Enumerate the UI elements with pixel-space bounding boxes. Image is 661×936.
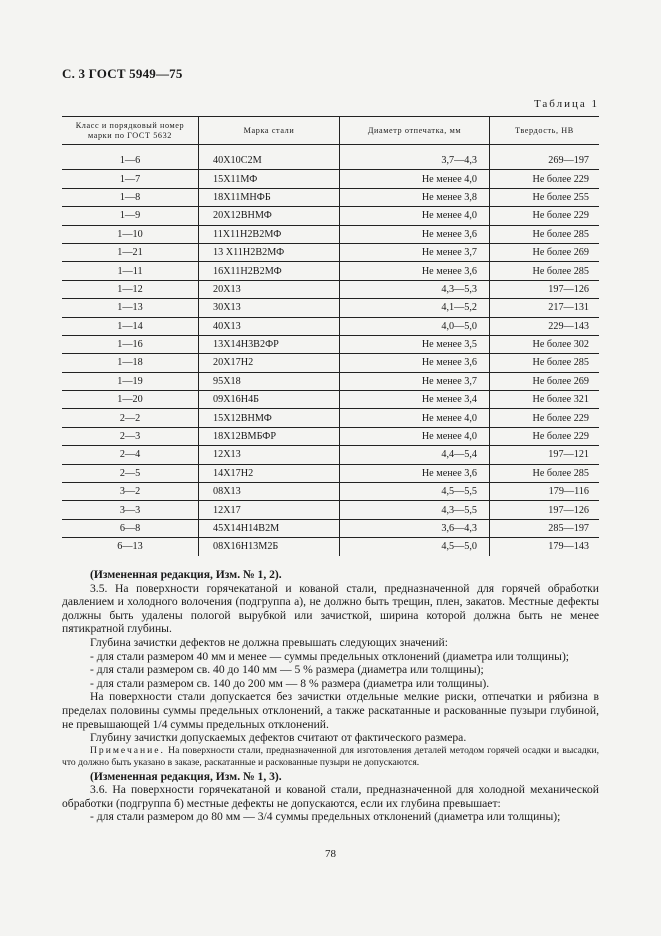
cell-diameter: 4,5—5,5 bbox=[340, 483, 490, 501]
cell-diameter: Не менее 3,7 bbox=[340, 243, 490, 261]
cell-hardness: Не более 285 bbox=[490, 354, 600, 372]
cell-class: 1—6 bbox=[62, 152, 199, 170]
cell-diameter: Не менее 3,6 bbox=[340, 225, 490, 243]
table-row bbox=[62, 207, 599, 225]
cell-grade: 12Х17 bbox=[199, 501, 340, 519]
cell-class: 3—3 bbox=[62, 501, 199, 519]
cell-diameter: 4,3—5,5 bbox=[340, 501, 490, 519]
table-row bbox=[62, 335, 599, 353]
cell-diameter: 3,7—4,3 bbox=[340, 152, 490, 170]
cell-class: 1—10 bbox=[62, 225, 199, 243]
table-row bbox=[62, 538, 599, 556]
cell-diameter: 4,5—5,0 bbox=[340, 538, 490, 556]
table-row bbox=[62, 483, 599, 501]
cell-diameter: Не менее 4,0 bbox=[340, 170, 490, 188]
cell-grade: 13 Х11Н2В2МФ bbox=[199, 243, 340, 261]
page-number: 78 bbox=[325, 848, 336, 860]
table-row bbox=[62, 464, 599, 482]
cell-hardness: 179—143 bbox=[490, 538, 600, 556]
cell-diameter: 4,3—5,3 bbox=[340, 280, 490, 298]
cell-class: 3—2 bbox=[62, 483, 199, 501]
cell-grade: 20Х12ВНМФ bbox=[199, 207, 340, 225]
cell-class: 1—18 bbox=[62, 354, 199, 372]
cell-grade: 20Х17Н2 bbox=[199, 354, 340, 372]
cell-hardness: Не более 229 bbox=[490, 207, 600, 225]
cell-hardness: Не более 321 bbox=[490, 391, 600, 409]
cell-class: 1—16 bbox=[62, 335, 199, 353]
column-header-hardness: Твердость, НВ bbox=[490, 117, 600, 145]
cell-grade: 95Х18 bbox=[199, 372, 340, 390]
table-row bbox=[62, 170, 599, 188]
cell-diameter: Не менее 3,6 bbox=[340, 262, 490, 280]
cell-grade: 12Х13 bbox=[199, 446, 340, 464]
cell-grade: 20Х13 bbox=[199, 280, 340, 298]
paragraph-3-5: 3.5. На поверхности горячекатаной и кованой стали, предназначенной для горячей обработки давлением и холодного волочения (подгруппа а), не должно быть трещин, плен, закатов. Местные дефекты должны быть удалены пологой вырубкой или зачисткой, ширина которой должна быть не менее пятикратной глубины. bbox=[62, 581, 599, 636]
note-paragraph bbox=[62, 745, 599, 770]
cell-class: 1—8 bbox=[62, 188, 199, 206]
cell-grade: 09Х16Н4Б bbox=[199, 391, 340, 409]
cell-diameter: 4,4—5,4 bbox=[340, 446, 490, 464]
cell-grade: 40Х13 bbox=[199, 317, 340, 335]
cell-grade: 30Х13 bbox=[199, 299, 340, 317]
cell-class: 2—2 bbox=[62, 409, 199, 427]
cell-grade: 18Х12ВМБФР bbox=[199, 427, 340, 445]
cell-class: 2—4 bbox=[62, 446, 199, 464]
table-row bbox=[62, 243, 599, 261]
table-row bbox=[62, 354, 599, 372]
cell-diameter: Не менее 3,8 bbox=[340, 188, 490, 206]
cell-hardness: Не более 302 bbox=[490, 335, 600, 353]
cell-class: 1—9 bbox=[62, 207, 199, 225]
table-row bbox=[62, 188, 599, 206]
cell-grade: 08Х13 bbox=[199, 483, 340, 501]
cell-grade: 14Х17Н2 bbox=[199, 464, 340, 482]
table-header-row bbox=[62, 117, 599, 145]
cell-hardness: Не более 269 bbox=[490, 243, 600, 261]
paragraph-allowed-defects: На поверхности стали допускается без зачистки отдельные мелкие риски, отпечатки и рябизна в пределах половины суммы предельных отклонений, а также раскатанные и раскованные пузыри глубиной, не превышающей 1/4 суммы предельных отклонений. bbox=[62, 690, 599, 731]
cell-class: 2—5 bbox=[62, 464, 199, 482]
steel-hardness-table bbox=[62, 116, 599, 556]
table-row bbox=[62, 501, 599, 519]
cell-class: 1—11 bbox=[62, 262, 199, 280]
cell-hardness: 285—197 bbox=[490, 519, 600, 537]
paragraph-3-6: 3.6. На поверхности горячекатаной и кованой стали, предназначенной для холодной механической обработки (подгруппа б) местные дефекты не допускаются, если их глубина превышает: bbox=[62, 783, 599, 810]
cell-grade: 40Х10С2М bbox=[199, 152, 340, 170]
cell-diameter: Не менее 3,6 bbox=[340, 354, 490, 372]
cell-class: 1—20 bbox=[62, 391, 199, 409]
column-header-grade: Марка стали bbox=[199, 117, 340, 145]
table-row bbox=[62, 427, 599, 445]
table-row bbox=[62, 519, 599, 537]
table-row bbox=[62, 280, 599, 298]
cell-grade: 13Х14Н3В2ФР bbox=[199, 335, 340, 353]
table-row bbox=[62, 225, 599, 243]
cell-diameter: 4,1—5,2 bbox=[340, 299, 490, 317]
list-item-80mm: - для стали размером до 80 мм — 3/4 суммы предельных отклонений (диаметра или толщины); bbox=[90, 810, 561, 824]
table-row bbox=[62, 317, 599, 335]
cell-hardness: Не более 285 bbox=[490, 225, 600, 243]
cell-diameter: Не менее 3,4 bbox=[340, 391, 490, 409]
cell-diameter: Не менее 4,0 bbox=[340, 409, 490, 427]
body-text bbox=[62, 568, 599, 824]
cell-diameter: Не менее 3,7 bbox=[340, 372, 490, 390]
cell-class: 1—12 bbox=[62, 280, 199, 298]
cell-hardness: 229—143 bbox=[490, 317, 600, 335]
cell-hardness: Не более 229 bbox=[490, 170, 600, 188]
cell-diameter: Не менее 3,5 bbox=[340, 335, 490, 353]
cell-hardness: 269—197 bbox=[490, 152, 600, 170]
cell-hardness: 197—126 bbox=[490, 280, 600, 298]
cell-grade: 15Х11МФ bbox=[199, 170, 340, 188]
note-text: На поверхности стали, предназначенной для изготовления деталей методом горячей осадки и высадки, что должно быть указано в заказе, раскатанные и раскованные пузыри не допускаются. bbox=[62, 744, 599, 769]
cell-diameter: 4,0—5,0 bbox=[340, 317, 490, 335]
note-label: Примечание. bbox=[90, 744, 165, 756]
amendment-note-2: (Измененная редакция, Изм. № 1, 3). bbox=[90, 769, 282, 783]
table-spacer-row bbox=[62, 145, 599, 153]
cell-hardness: Не более 269 bbox=[490, 372, 600, 390]
cell-class: 6—13 bbox=[117, 541, 143, 553]
cell-diameter: 3,6—4,3 bbox=[340, 519, 490, 537]
cell-hardness: 197—126 bbox=[490, 501, 600, 519]
list-item-40-140mm: - для стали размером св. 40 до 140 мм — 5 % размера (диаметра или толщины); bbox=[90, 663, 484, 677]
table-row bbox=[62, 299, 599, 317]
cell-diameter: Не менее 4,0 bbox=[340, 427, 490, 445]
cell-hardness: Не более 255 bbox=[490, 188, 600, 206]
cell-class: 2—3 bbox=[62, 427, 199, 445]
column-header-class: Класс и порядковый номер марки по ГОСТ 5632 bbox=[62, 117, 199, 145]
cell-hardness: Не более 229 bbox=[490, 409, 600, 427]
table-row bbox=[62, 409, 599, 427]
cell-hardness: Не более 229 bbox=[490, 427, 600, 445]
cell-grade: 18Х11МНФБ bbox=[199, 188, 340, 206]
cell-grade: 15Х12ВНМФ bbox=[199, 409, 340, 427]
cell-class: 1—14 bbox=[62, 317, 199, 335]
table-row bbox=[62, 152, 599, 170]
cell-class: 1—7 bbox=[62, 170, 199, 188]
cell-hardness: 217—131 bbox=[490, 299, 600, 317]
cell-diameter: Не менее 4,0 bbox=[340, 207, 490, 225]
cell-class: 1—19 bbox=[62, 372, 199, 390]
cell-grade: 08Х16Н13М2Б bbox=[199, 538, 340, 556]
cell-hardness: Не более 285 bbox=[490, 464, 600, 482]
cell-hardness: 197—121 bbox=[490, 446, 600, 464]
cell-diameter: Не менее 3,6 bbox=[340, 464, 490, 482]
table-row bbox=[62, 372, 599, 390]
list-item-140-200mm: - для стали размером св. 140 до 200 мм — 8 % размера (диаметра или толщины). bbox=[90, 676, 490, 690]
table-row bbox=[62, 446, 599, 464]
paragraph-depth-intro: Глубина зачистки дефектов не должна превышать следующих значений: bbox=[90, 635, 448, 649]
cell-hardness: Не более 285 bbox=[490, 262, 600, 280]
cell-grade: 16Х11Н2В2МФ bbox=[199, 262, 340, 280]
paragraph-depth-measure: Глубину зачистки допускаемых дефектов считают от фактического размера. bbox=[90, 731, 467, 745]
table-row bbox=[62, 391, 599, 409]
cell-grade: 11Х11Н2В2МФ bbox=[199, 225, 340, 243]
column-header-diameter: Диаметр отпечатка, мм bbox=[340, 117, 490, 145]
cell-class: 6—8 bbox=[62, 519, 199, 537]
cell-hardness: 179—116 bbox=[490, 483, 600, 501]
cell-class: 1—21 bbox=[62, 243, 199, 261]
table-row bbox=[62, 262, 599, 280]
amendment-note-1: (Измененная редакция, Изм. № 1, 2). bbox=[90, 568, 282, 581]
list-item-40mm: - для стали размером 40 мм и менее — суммы предельных отклонений (диаметра или толщины); bbox=[90, 649, 570, 663]
cell-grade: 45Х14Н14В2М bbox=[199, 519, 340, 537]
table-label: Таблица 1 bbox=[533, 98, 599, 110]
page-header: С. 3 ГОСТ 5949—75 bbox=[62, 66, 183, 81]
cell-class: 1—13 bbox=[62, 299, 199, 317]
